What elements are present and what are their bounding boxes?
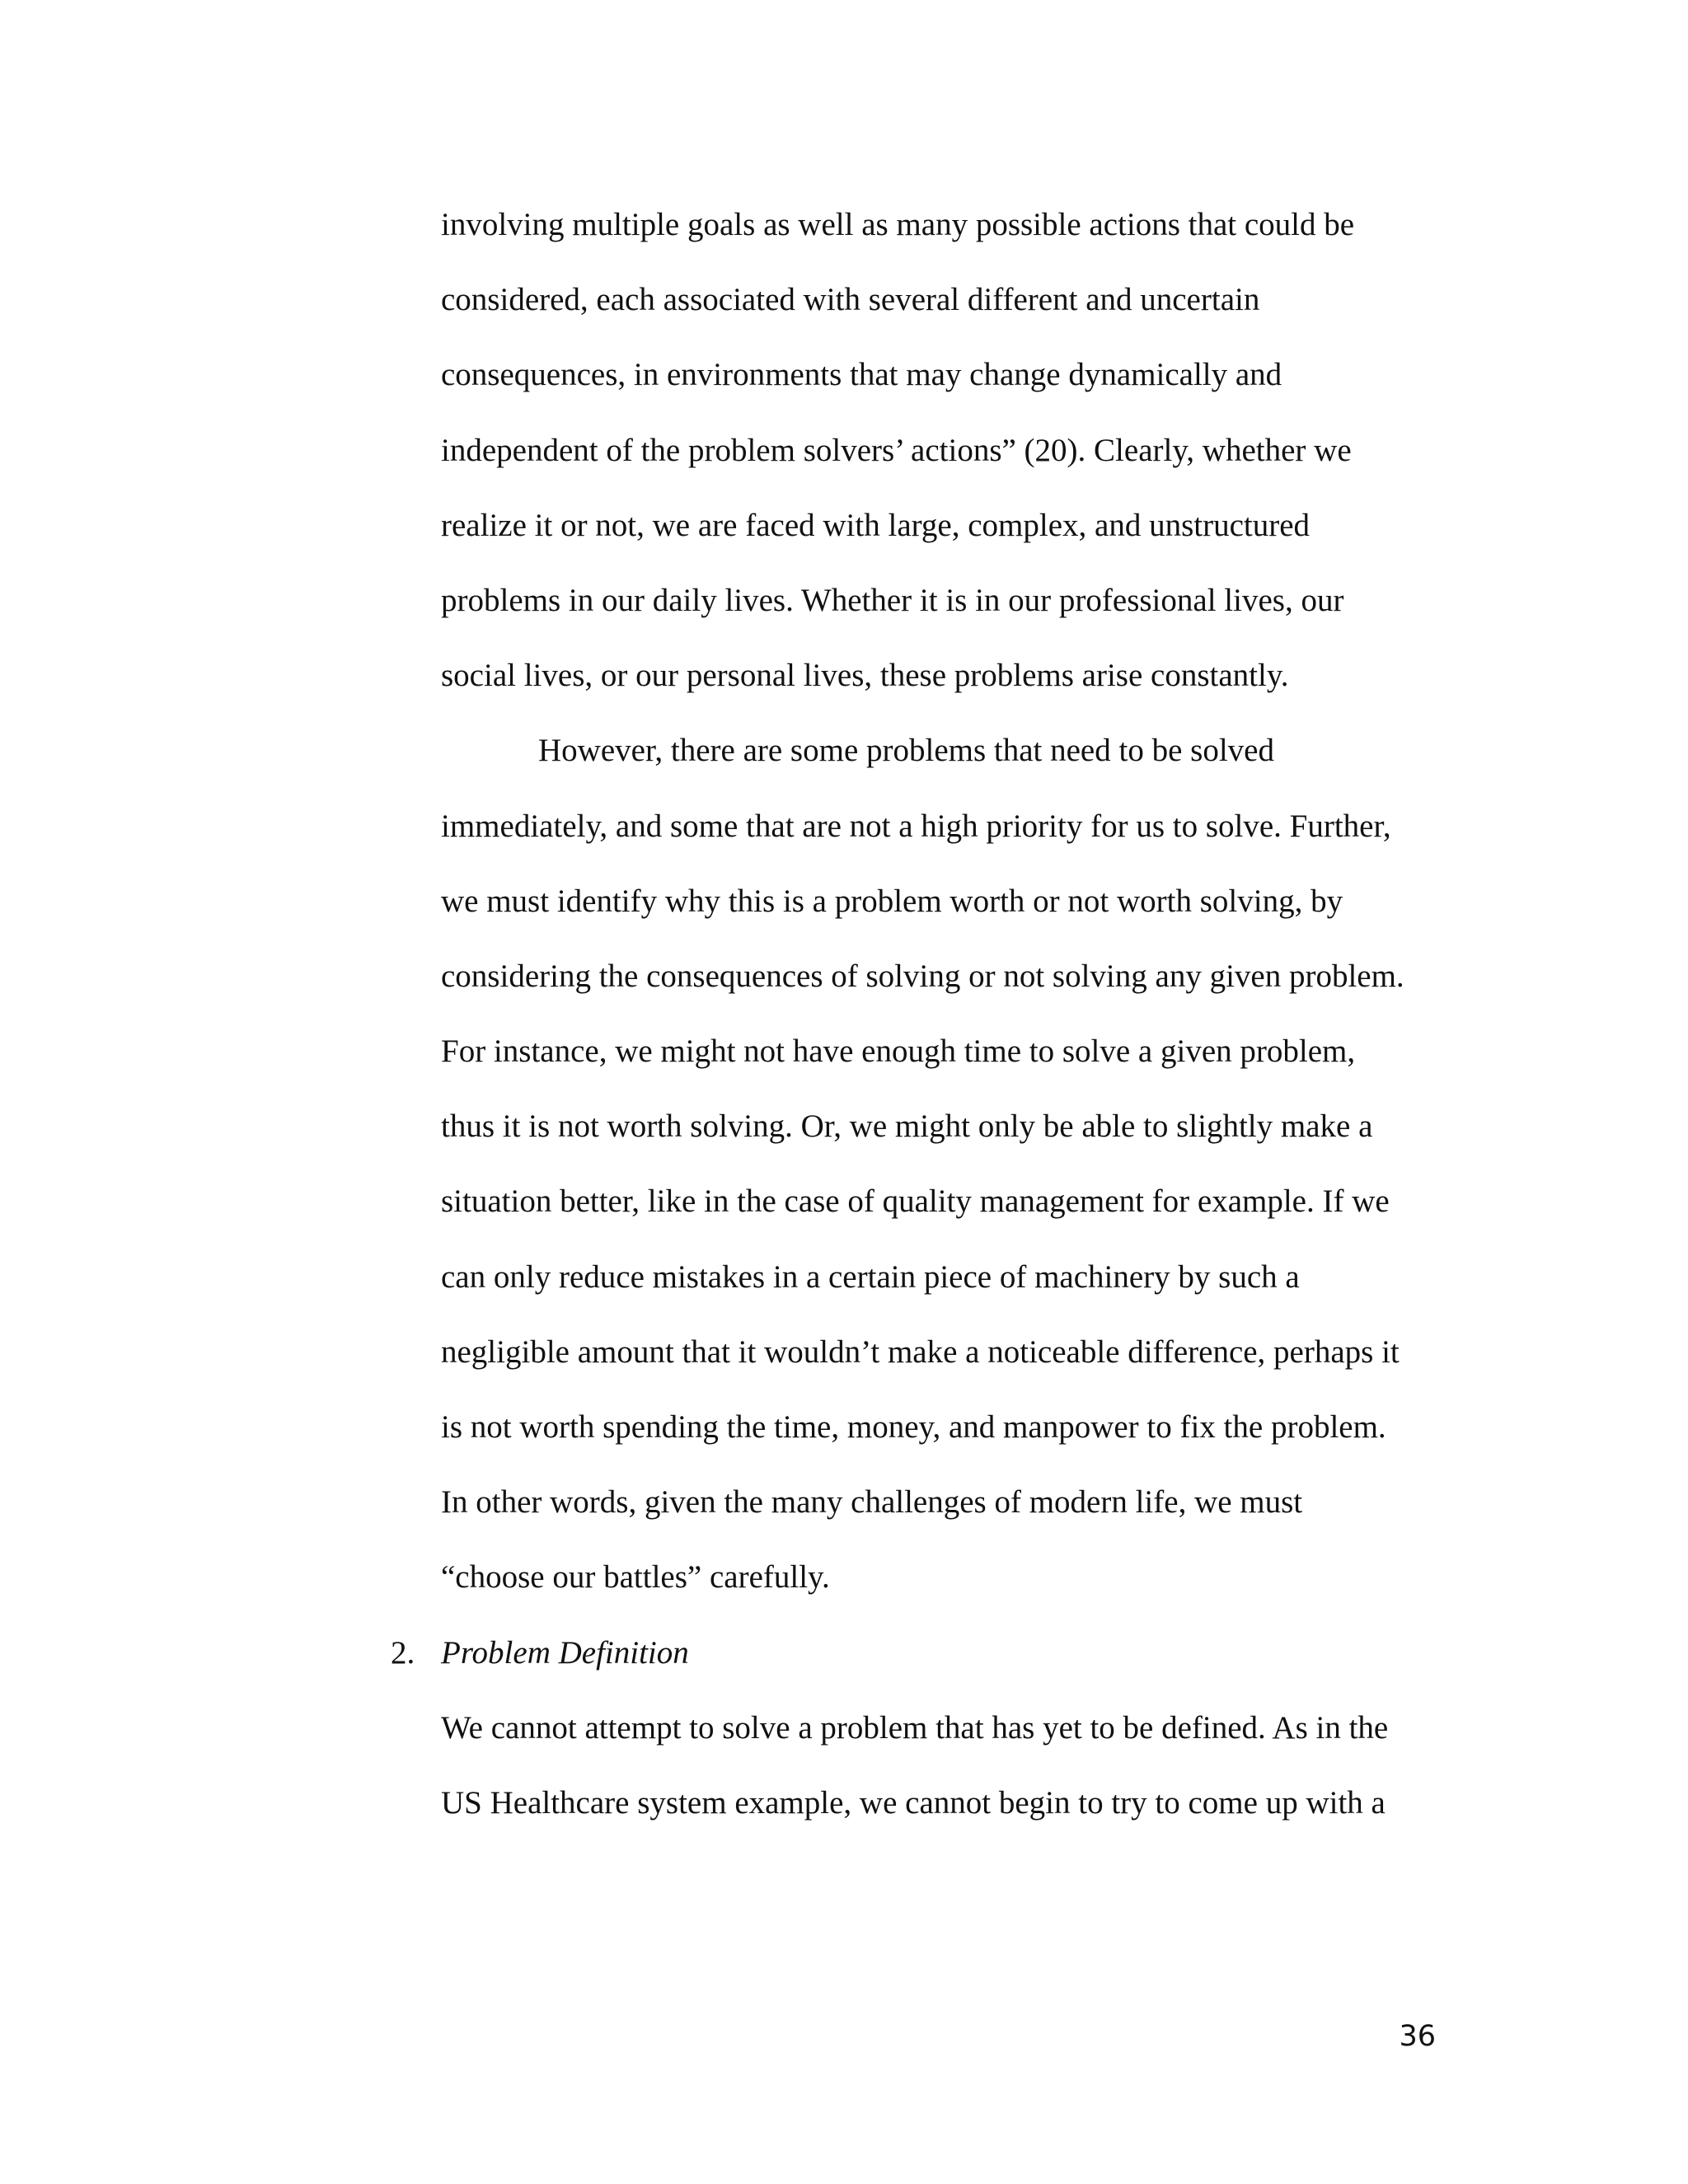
text-line: thus it is not worth solving. Or, we might only be able to slightly make a <box>441 1108 1373 1145</box>
text-line: realize it or not, we are faced with large, complex, and unstructured <box>441 507 1311 543</box>
paragraph <box>441 713 1430 1615</box>
text-line: situation better, like in the case of quality management for example. If we <box>441 1183 1390 1220</box>
text-line: we must identify why this is a problem worth or not worth solving, by <box>441 883 1343 919</box>
text-line: However, there are some problems that need to be solved <box>538 733 1274 769</box>
text-line: involving multiple goals as well as many possible actions that could be <box>441 207 1355 242</box>
text-line: problems in our daily lives. Whether it is in our professional lives, our <box>441 582 1344 618</box>
body-text <box>391 187 1430 1840</box>
text-line: considered, each associated with several different and uncertain <box>441 282 1260 318</box>
list-number: 2. <box>391 1634 415 1671</box>
text-line: immediately, and some that are not a high priority for us to solve. Further, <box>441 808 1391 844</box>
text-line: In other words, given the many challenges of modern life, we must <box>441 1484 1303 1521</box>
text-line: considering the consequences of solving or not solving any given problem. <box>441 958 1404 994</box>
paragraph <box>441 1690 1430 1840</box>
text-line: is not worth spending the time, money, and manpower to fix the problem. <box>441 1409 1386 1445</box>
text-line: consequences, in environments that may change dynamically and <box>441 357 1282 393</box>
text-line: independent of the problem solvers’ actions” (20). Clearly, whether we <box>441 432 1352 468</box>
text-line: can only reduce mistakes in a certain piece of machinery by such a <box>441 1258 1300 1295</box>
text-line: social lives, or our personal lives, these problems arise constantly. <box>441 658 1289 694</box>
numbered-list-item <box>391 1615 1430 1690</box>
text-line: negligible amount that it wouldn’t make a noticeable difference, perhaps it <box>441 1333 1400 1370</box>
section-heading: Problem Definition <box>441 1634 689 1671</box>
paragraph <box>441 187 1430 713</box>
text-line: We cannot attempt to solve a problem that has yet to be defined. As in the <box>441 1709 1389 1746</box>
page-number: 36 <box>1399 2020 1436 2053</box>
text-line: For instance, we might not have enough time to solve a given problem, <box>441 1033 1356 1070</box>
text-line: “choose our battles” carefully. <box>441 1559 830 1596</box>
text-line: US Healthcare system example, we cannot begin to try to come up with a <box>441 1784 1386 1821</box>
